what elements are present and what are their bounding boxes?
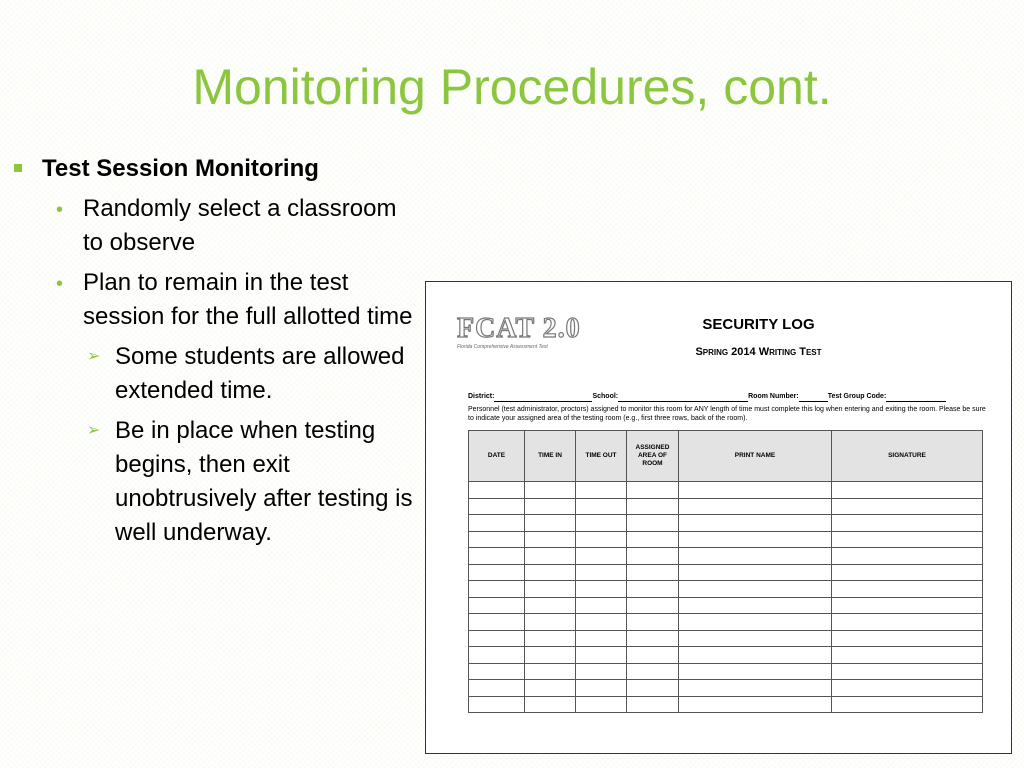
table-cell <box>576 482 627 499</box>
table-cell <box>627 630 679 647</box>
table-row <box>469 630 983 647</box>
table-cell <box>832 696 983 713</box>
table-cell <box>679 498 832 515</box>
table-row <box>469 663 983 680</box>
table-cell <box>832 680 983 697</box>
table-cell <box>627 531 679 548</box>
table-row <box>469 614 983 631</box>
table-header-row <box>469 431 983 482</box>
table-cell <box>525 663 576 680</box>
table-row <box>469 482 983 499</box>
table-cell <box>832 663 983 680</box>
table-cell <box>679 647 832 664</box>
table-cell <box>679 696 832 713</box>
dot-bullet-icon: • <box>56 199 64 221</box>
log-title: SECURITY LOG <box>702 316 815 333</box>
table-cell <box>525 696 576 713</box>
table-cell <box>832 531 983 548</box>
table-cell <box>525 647 576 664</box>
table-cell <box>576 531 627 548</box>
table-cell <box>576 564 627 581</box>
table-row <box>469 647 983 664</box>
table-cell <box>832 498 983 515</box>
table-cell <box>576 515 627 532</box>
table-cell <box>525 630 576 647</box>
table-cell <box>469 564 525 581</box>
table-cell <box>576 647 627 664</box>
dot-bullet-icon: • <box>56 273 64 295</box>
table-cell <box>525 564 576 581</box>
table-cell <box>469 597 525 614</box>
table-cell <box>832 597 983 614</box>
form-fields <box>468 393 983 402</box>
table-cell <box>627 597 679 614</box>
table-cell <box>679 531 832 548</box>
table-cell <box>832 614 983 631</box>
security-log-table <box>468 430 983 713</box>
table-row <box>469 696 983 713</box>
table-cell <box>469 515 525 532</box>
table-cell <box>525 548 576 565</box>
table-cell <box>679 515 832 532</box>
table-cell <box>627 647 679 664</box>
table-row <box>469 531 983 548</box>
arrow-bullet-icon: ➢ <box>87 422 101 439</box>
heading-text: Test Session Monitoring <box>42 155 319 182</box>
bullet-heading <box>14 152 414 186</box>
table-cell <box>627 548 679 565</box>
column-header: ASSIGNED AREA OF ROOM <box>627 431 679 482</box>
field-school: School: <box>592 393 619 400</box>
logo-text: FCAT 2.0 <box>457 313 581 344</box>
sub-bullet-text: Some students are allowed extended time. <box>115 343 405 404</box>
table-cell <box>469 647 525 664</box>
table-cell <box>469 531 525 548</box>
bullet-item <box>56 192 414 260</box>
sub-bullet-item <box>87 340 414 408</box>
table-cell <box>679 548 832 565</box>
table-cell <box>679 482 832 499</box>
table-cell <box>679 597 832 614</box>
table-row <box>469 498 983 515</box>
field-district: District: <box>468 393 495 400</box>
table-cell <box>627 663 679 680</box>
table-row <box>469 597 983 614</box>
table-body <box>469 482 983 713</box>
table-cell <box>525 531 576 548</box>
table-cell <box>832 515 983 532</box>
bullet-text: Plan to remain in the test session for the full allotted time <box>83 269 413 330</box>
bullet-text: Randomly select a classroom to observe <box>83 195 397 256</box>
table-cell <box>627 498 679 515</box>
table-row <box>469 680 983 697</box>
table-cell <box>469 482 525 499</box>
table-cell <box>627 581 679 598</box>
table-cell <box>627 680 679 697</box>
table-cell <box>469 548 525 565</box>
security-log-image <box>425 281 1012 754</box>
table-cell <box>469 498 525 515</box>
slide-title: Monitoring Procedures, cont. <box>192 59 832 115</box>
table-cell <box>525 597 576 614</box>
table-cell <box>576 581 627 598</box>
table-cell <box>469 696 525 713</box>
table-cell <box>576 680 627 697</box>
table-cell <box>832 548 983 565</box>
table-cell <box>679 581 832 598</box>
table-cell <box>627 696 679 713</box>
table-cell <box>679 564 832 581</box>
table-row <box>469 564 983 581</box>
table-cell <box>679 680 832 697</box>
bullet-item <box>56 266 414 334</box>
table-cell <box>525 515 576 532</box>
table-cell <box>576 696 627 713</box>
logo-tagline: Florida Comprehensive Assessment Test <box>457 344 548 350</box>
table-cell <box>679 630 832 647</box>
table-cell <box>627 564 679 581</box>
table-cell <box>832 581 983 598</box>
column-header: DATE <box>469 431 525 482</box>
square-bullet-icon <box>14 164 22 172</box>
column-header: TIME OUT <box>576 431 627 482</box>
table-cell <box>525 482 576 499</box>
field-room-number: Room Number: <box>748 393 799 400</box>
table-row <box>469 515 983 532</box>
table-cell <box>525 680 576 697</box>
sub-bullet-text: Be in place when testing begins, then exit unobtrusively after testing is well underway. <box>115 417 413 546</box>
table-cell <box>679 614 832 631</box>
table-row <box>469 581 983 598</box>
column-header: TIME IN <box>525 431 576 482</box>
table-cell <box>576 614 627 631</box>
table-cell <box>576 597 627 614</box>
table-cell <box>469 614 525 631</box>
table-cell <box>576 663 627 680</box>
table-cell <box>627 515 679 532</box>
field-test-group-code: Test Group Code: <box>827 393 887 400</box>
table-cell <box>576 548 627 565</box>
table-cell <box>525 498 576 515</box>
column-header: SIGNATURE <box>832 431 983 482</box>
column-header: PRINT NAME <box>679 431 832 482</box>
table-row <box>469 548 983 565</box>
table-cell <box>832 482 983 499</box>
table-cell <box>576 630 627 647</box>
sub-bullet-item <box>87 414 414 550</box>
table-cell <box>469 581 525 598</box>
table-cell <box>832 564 983 581</box>
log-subtitle: Spring 2014 Writing Test <box>695 346 822 358</box>
log-instructions: Personnel (test administrator, proctors) assigned to monitor this room for ANY length of time must complete this log when entering and exiting the room. Please be sure to indicate your assigned area of the testing room (e.g., first three rows, back of the room). <box>468 406 986 422</box>
table-cell <box>525 614 576 631</box>
table-cell <box>525 581 576 598</box>
arrow-bullet-icon: ➢ <box>87 348 101 365</box>
table-cell <box>627 482 679 499</box>
table-cell <box>469 680 525 697</box>
table-cell <box>679 663 832 680</box>
table-cell <box>469 663 525 680</box>
bullet-list <box>14 152 414 550</box>
table-cell <box>576 498 627 515</box>
table-cell <box>832 647 983 664</box>
table-cell <box>832 630 983 647</box>
table-cell <box>627 614 679 631</box>
table-cell <box>469 630 525 647</box>
